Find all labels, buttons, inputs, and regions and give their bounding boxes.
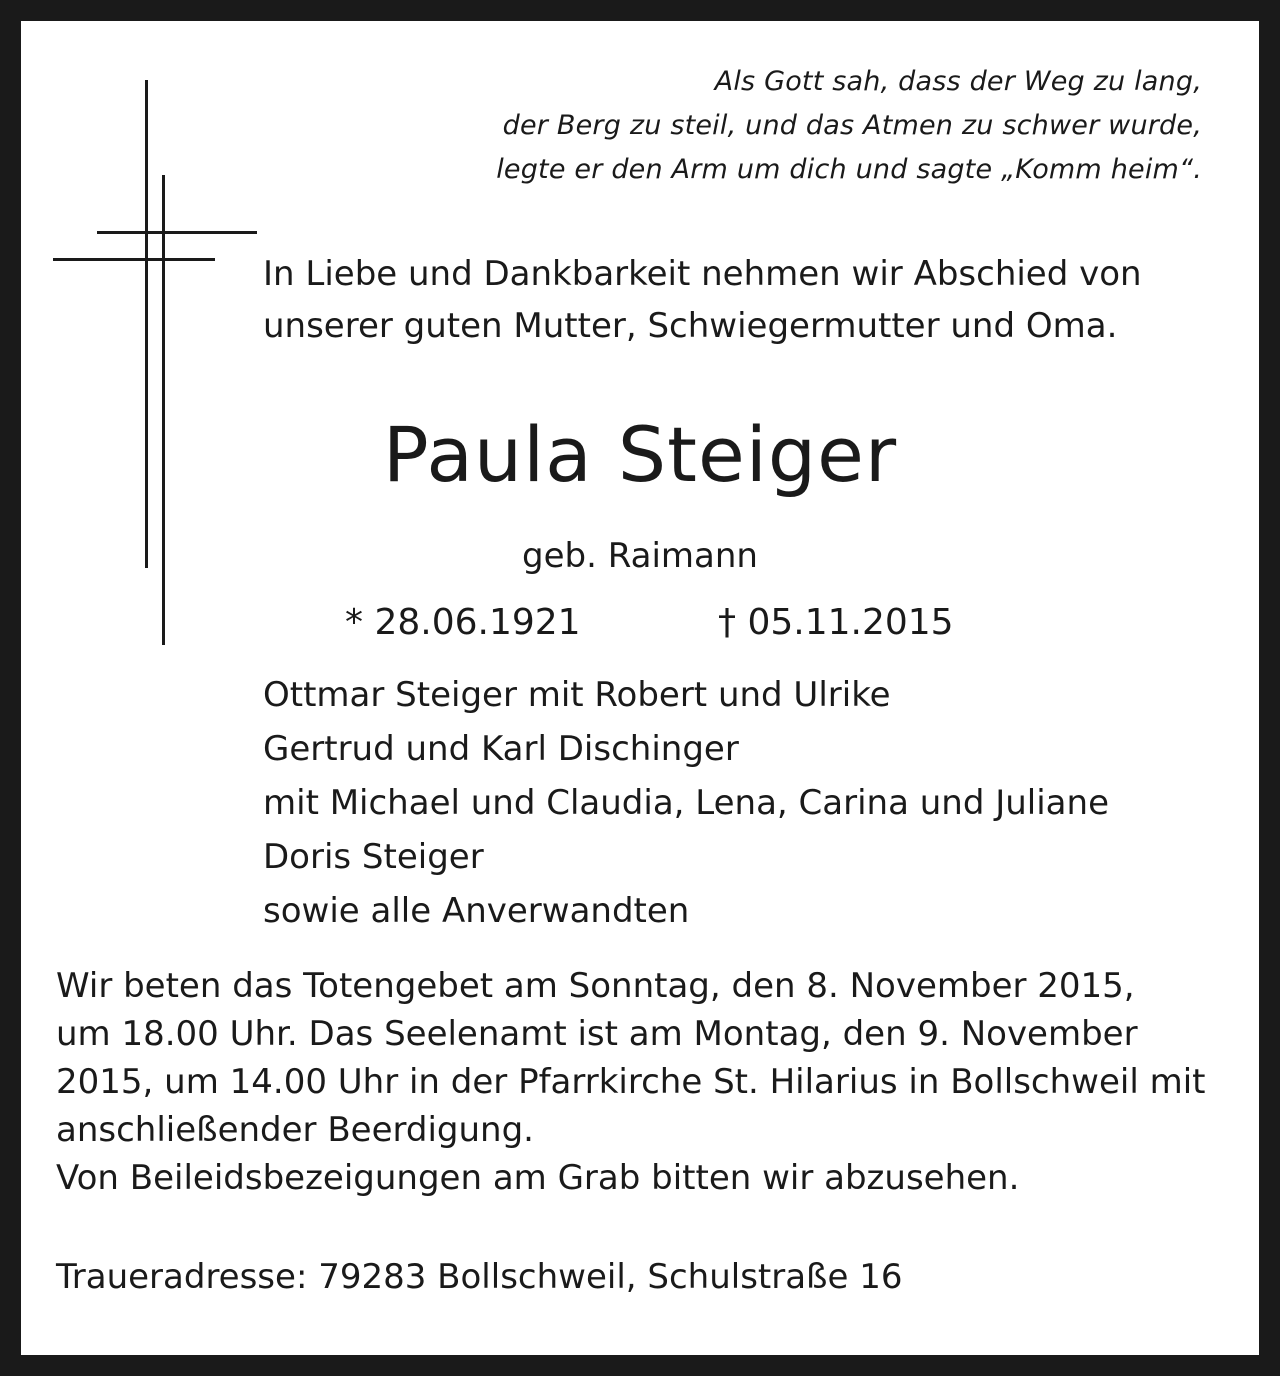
service-details xyxy=(56,962,1206,1202)
maiden-name: geb. Raimann xyxy=(522,536,758,576)
service-line: 2015, um 14.00 Uhr in der Pfarrkirche St. Hilarius in Bollschweil mit xyxy=(56,1062,1206,1102)
birth-date: * 28.06.1921 xyxy=(345,602,581,643)
cross-right-horizontal xyxy=(97,231,257,234)
mourning-address: Traueradresse: 79283 Bollschweil, Schulstraße 16 xyxy=(56,1257,903,1297)
mourner-line: Doris Steiger xyxy=(263,837,484,877)
mourner-line: Ottmar Steiger mit Robert und Ulrike xyxy=(263,675,891,715)
intro-line: unserer guten Mutter, Schwiegermutter und Oma. xyxy=(263,306,1118,346)
quote-line: legte er den Arm um dich und sagte „Komm heim“. xyxy=(496,154,1202,185)
quote-line: Als Gott sah, dass der Weg zu lang, xyxy=(714,66,1202,97)
quote xyxy=(496,60,1202,192)
mourner-line: sowie alle Anverwandten xyxy=(263,891,690,931)
mourners-list xyxy=(263,668,1109,938)
service-line: Von Beileidsbezeigungen am Grab bitten wir abzusehen. xyxy=(56,1158,1020,1198)
quote-line: der Berg zu steil, und das Atmen zu schwer wurde, xyxy=(502,110,1202,141)
service-line: um 18.00 Uhr. Das Seelenamt ist am Montag, den 9. November xyxy=(56,1014,1138,1054)
service-line: Wir beten das Totengebet am Sonntag, den 8. November 2015, xyxy=(56,966,1135,1006)
service-line: anschließender Beerdigung. xyxy=(56,1110,534,1150)
mourner-line: mit Michael und Claudia, Lena, Carina und Juliane xyxy=(263,783,1109,823)
intro-text xyxy=(263,248,1142,352)
cross-left-horizontal xyxy=(53,258,215,261)
mourner-line: Gertrud und Karl Dischinger xyxy=(263,729,739,769)
intro-line: In Liebe und Dankbarkeit nehmen wir Abschied von xyxy=(263,254,1142,294)
deceased-name: Paula Steiger xyxy=(382,410,898,499)
death-date: † 05.11.2015 xyxy=(718,602,954,643)
